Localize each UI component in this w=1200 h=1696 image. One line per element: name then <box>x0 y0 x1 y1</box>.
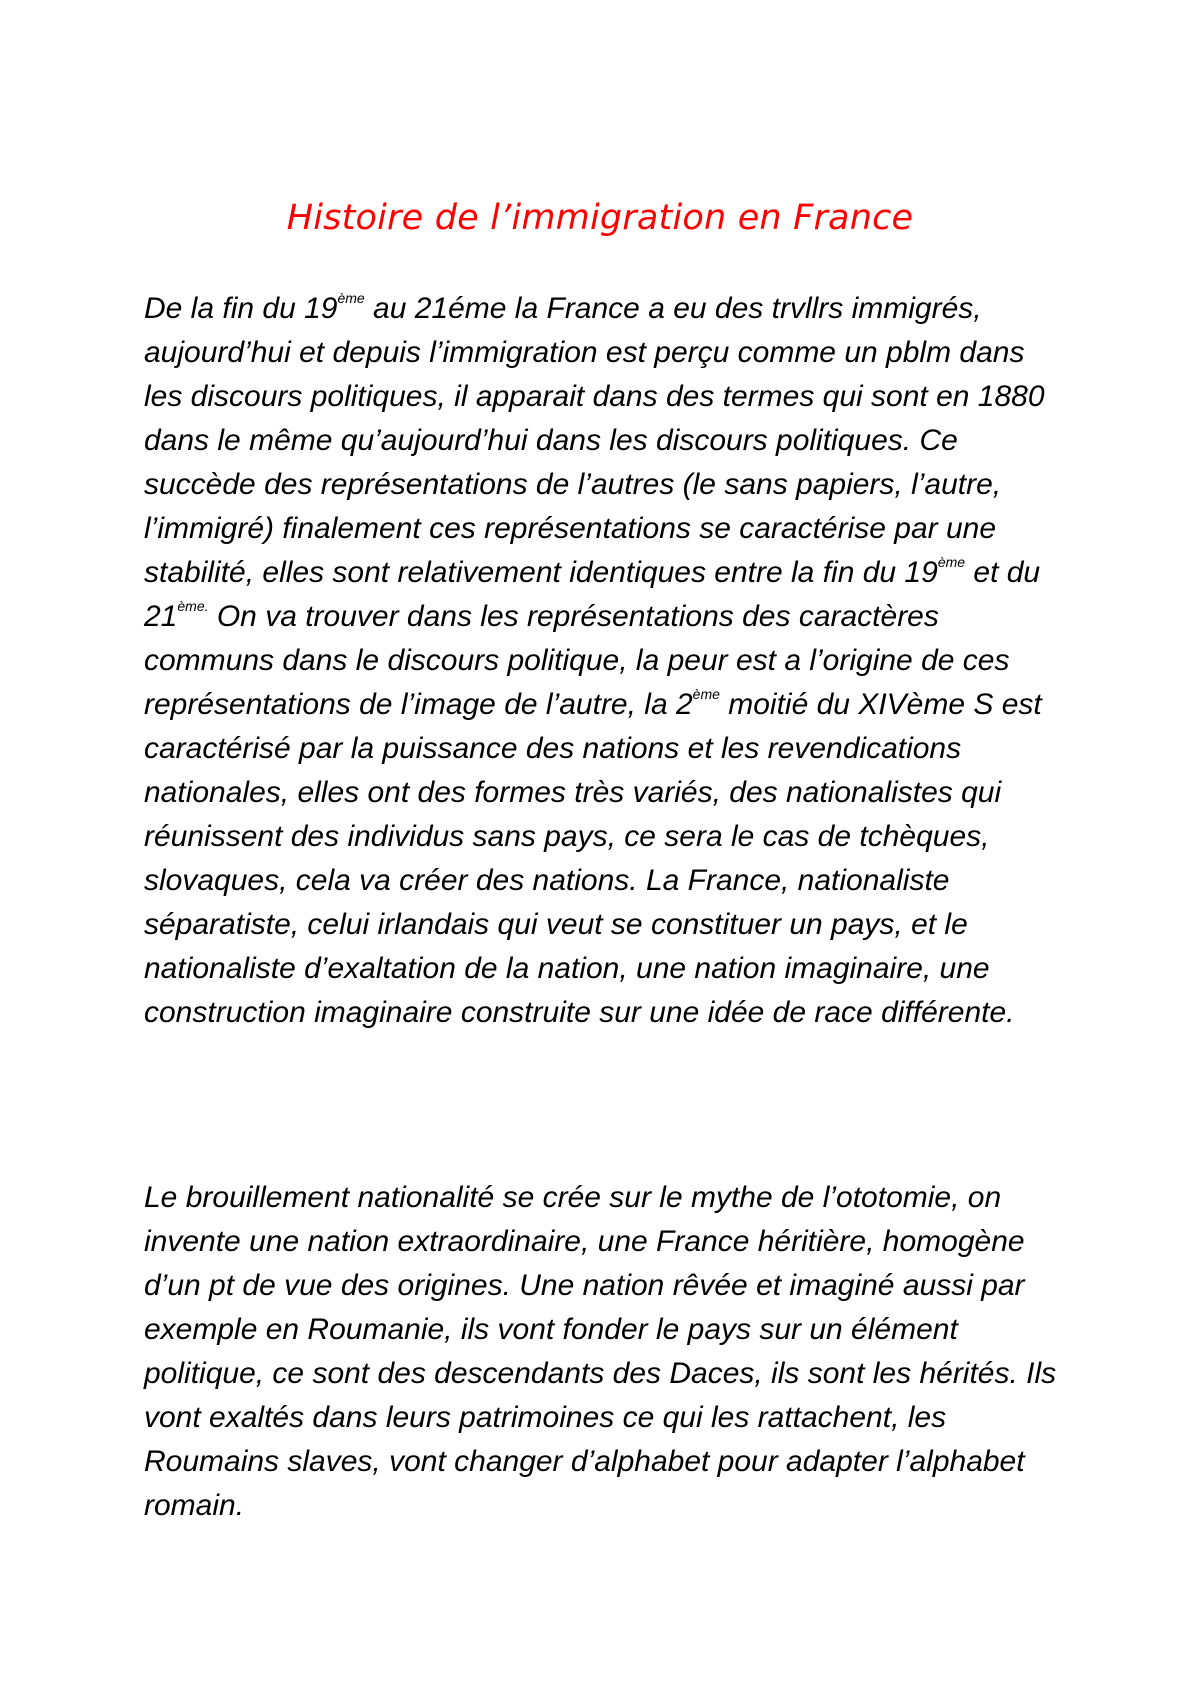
superscript-4: ème <box>692 686 720 702</box>
paragraph-2: Le brouillement nationalité se crée sur le mythe de l’ototomie, on invente une nation extraordinaire, une France héritière, homogène d’un pt de vue des origines. Une nation rêvée et imaginé aussi par exemple en Roumanie, ils vont fonder le pays sur un élément politique, ce sont des descendants des Daces, ils sont les hérités. Ils vont exaltés dans leurs patrimoines ce qui les rattachent, les Roumains slaves, vont changer d’alphabet pour adapter l’alphabet romain. <box>144 1181 1057 1522</box>
paragraph-1-text: De la fin du 19 <box>144 292 338 325</box>
paragraph-1-text: au 21éme la France a eu des trvllrs immigrés, aujourd’hui et depuis l’immigration est perçu comme un pblm dans les discours politiques, il apparait dans des termes qui sont en 1880 dans le même qu’aujourd’hui dans les discours politiques. Ce succède des représentations de l’autres (le sans papiers, l’autre, l’immigré) finalement ces représentations se caractérise par une stabilité, elles sont relativement identiques entre la fin du 19 <box>144 292 1045 589</box>
document-title: Histoire de l’immigration en France <box>286 198 914 238</box>
paragraph-1 <box>144 287 1069 1035</box>
paragraph-1-text: On va trouver dans les représentations des caractères communs dans le discours politique, la peur est a l’origine de ces représentations de l’image de l’autre, la 2 <box>144 600 1010 721</box>
superscript-1: ème <box>337 290 365 306</box>
superscript-2: ème <box>937 554 966 570</box>
superscript-3: ème. <box>177 598 209 614</box>
paragraph-1-text: moitié du XIVème S est caractérisé par la puissance des nations et les revendications nationales, elles ont des formes très variés, des nationalistes qui réunissent des individus sans pays, ce sera le cas de tchèques, slovaques, cela va créer des nations. La France, nationaliste séparatiste, celui irlandais qui veut se constituer un pays, et le nationaliste d’exaltation de la nation, une nation imaginaire, une construction imaginaire construite sur une idée de race différente. <box>144 688 1042 1029</box>
paragraph-1-text: et du 21 <box>144 556 1041 633</box>
